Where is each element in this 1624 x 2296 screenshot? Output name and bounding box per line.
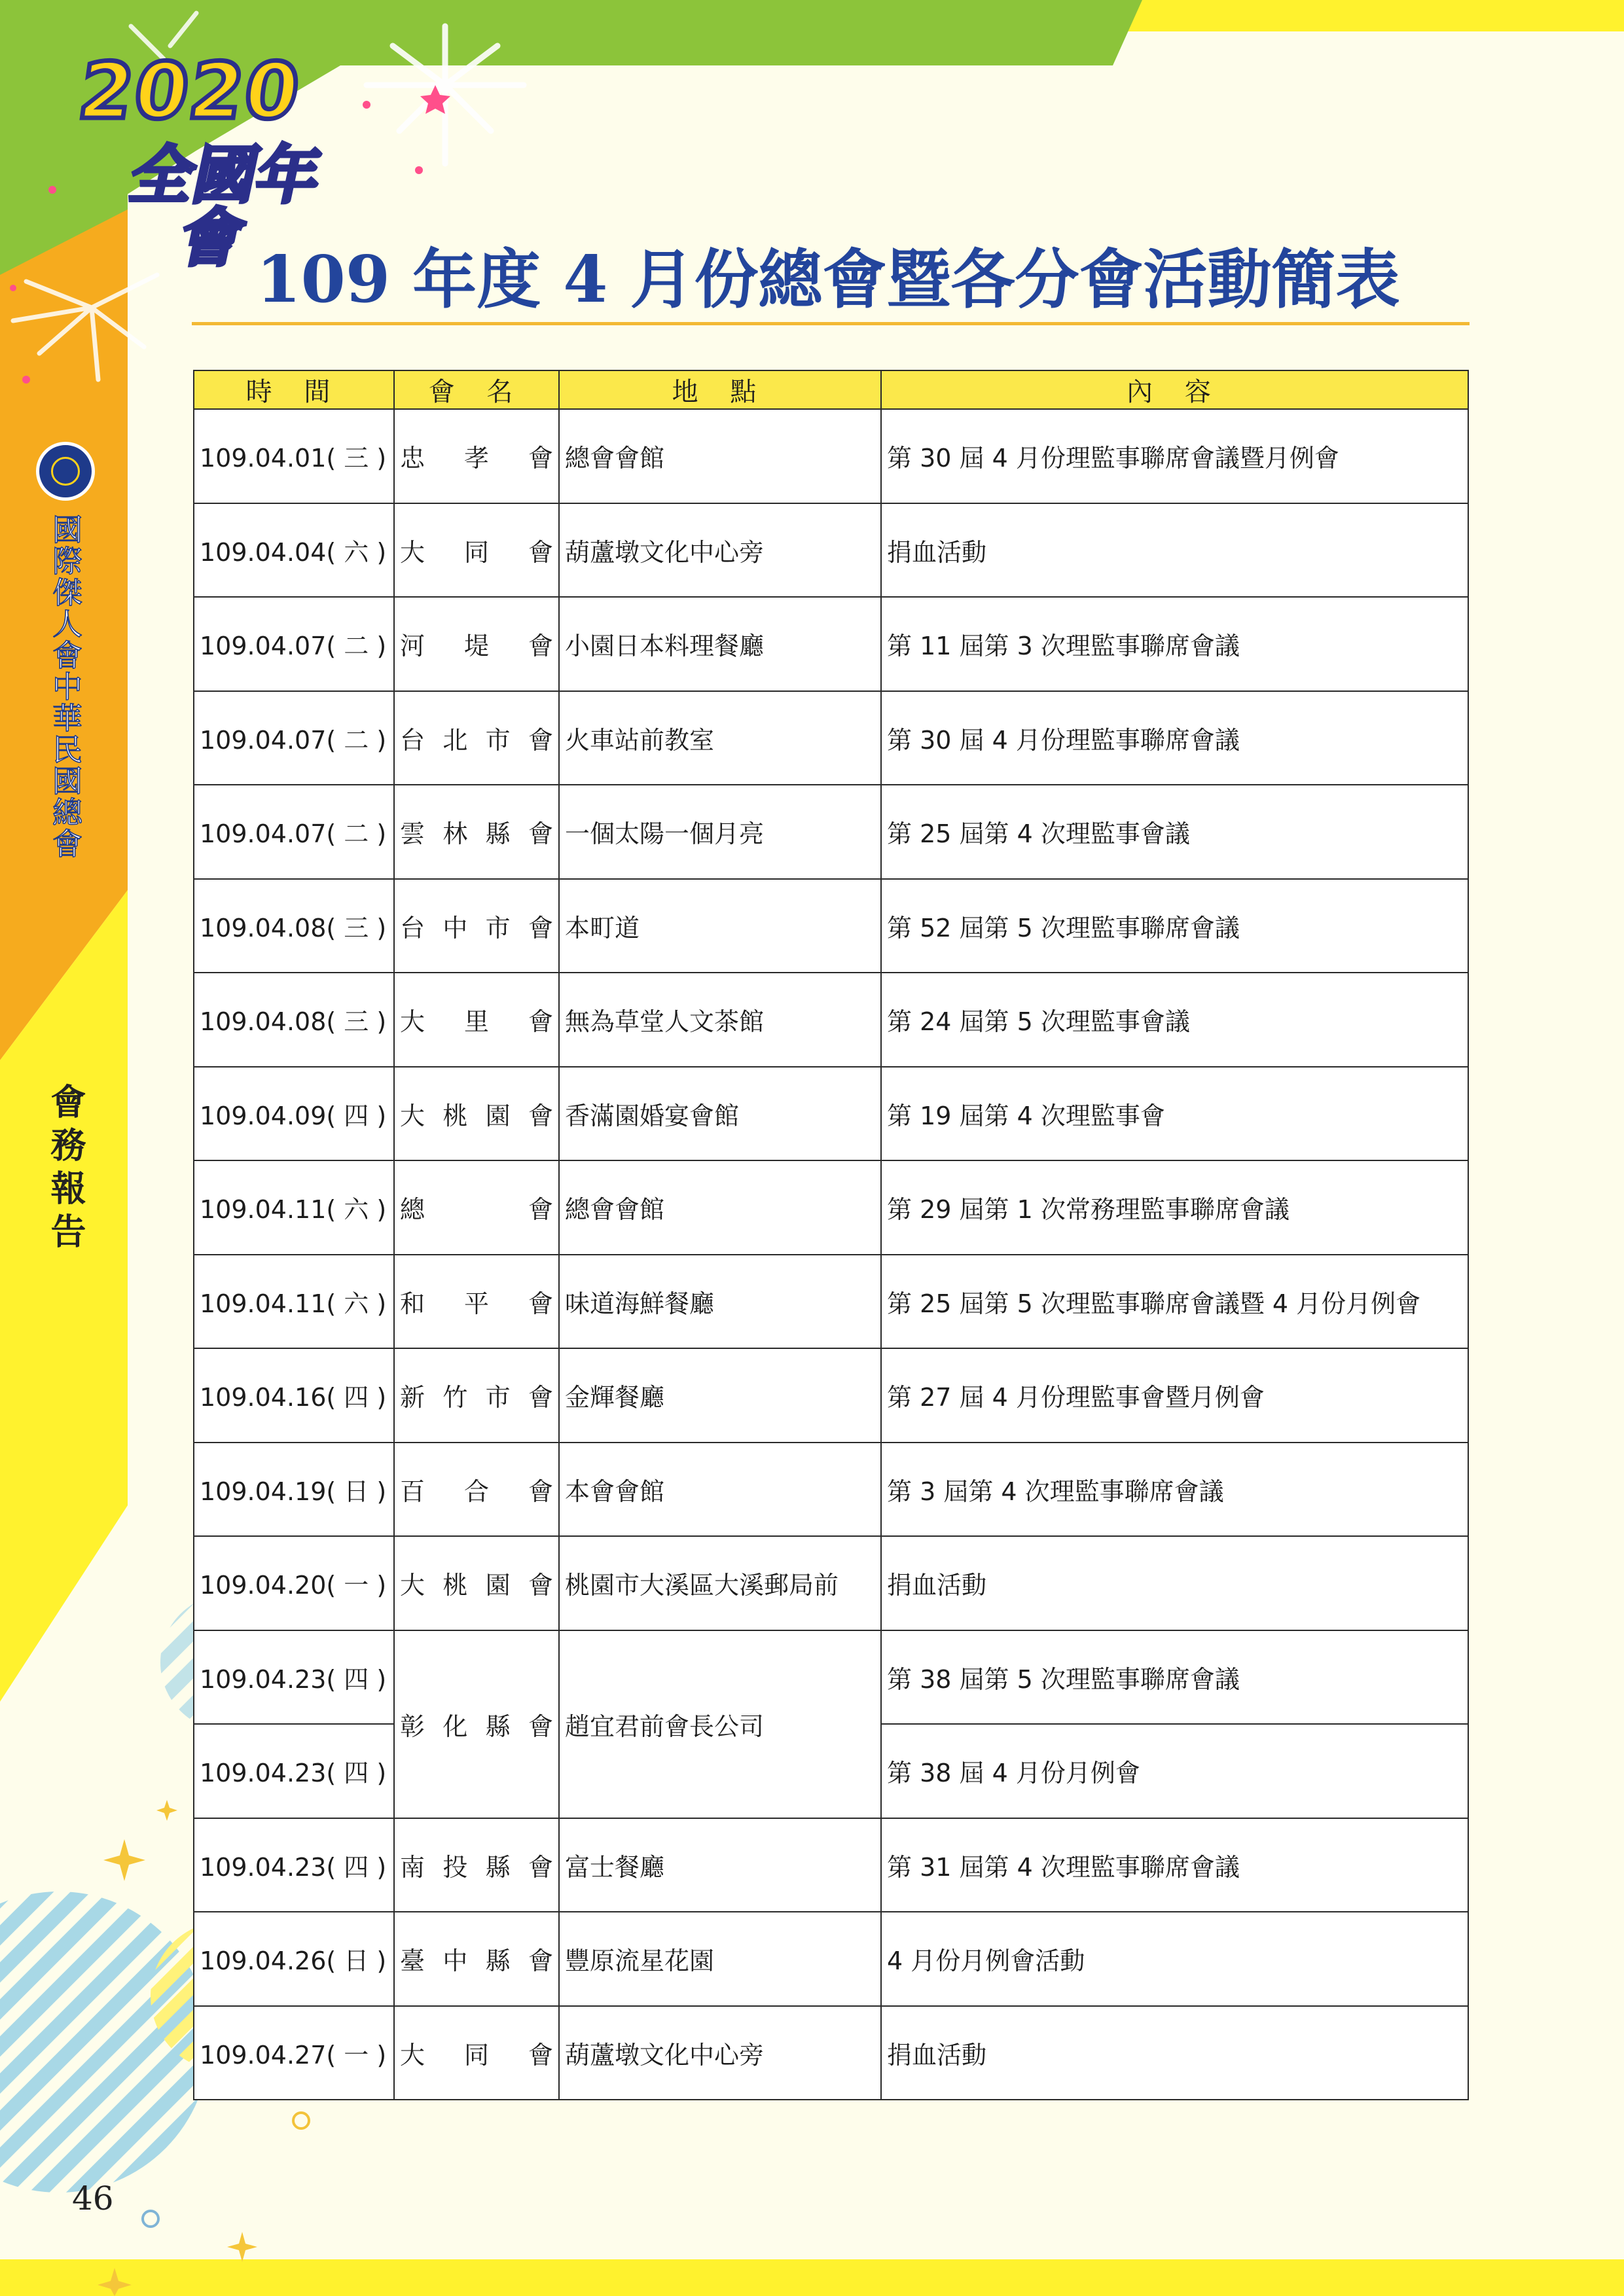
cell-content: 第 3 屆第 4 次理監事聯席會議	[881, 1443, 1468, 1537]
cell-content: 第 30 屆 4 月份理監事聯席會議	[881, 691, 1468, 785]
cell-place: 豐原流星花園	[559, 1912, 881, 2006]
table-row	[194, 409, 1468, 503]
cell-place: 桃園市大溪區大溪郵局前	[559, 1536, 881, 1630]
header-club: 會 名	[394, 370, 559, 409]
cell-club: 臺中縣會	[394, 1912, 559, 2006]
cell-content: 第 31 屆第 4 次理監事聯席會議	[881, 1818, 1468, 1912]
cell-place: 小園日本料理餐廳	[559, 597, 881, 691]
cell-club: 總會	[394, 1160, 559, 1255]
page-title: 109 年度 4 月份總會暨各分會活動簡表	[256, 242, 1400, 317]
table-row	[194, 691, 1468, 785]
cell-place: 葫蘆墩文化中心旁	[559, 2006, 881, 2100]
table-row	[194, 1067, 1468, 1161]
cell-content: 4 月份月例會活動	[881, 1912, 1468, 2006]
cell-club: 彰化縣會	[394, 1630, 559, 1818]
cell-club: 大同會	[394, 2006, 559, 2100]
cell-place: 趙宜君前會長公司	[559, 1630, 881, 1818]
cell-club: 南投縣會	[394, 1818, 559, 1912]
cell-content: 第 30 屆 4 月份理監事聯席會議暨月例會	[881, 409, 1468, 503]
cell-date: 109.04.16( 四 )	[194, 1348, 394, 1443]
cell-club: 百合會	[394, 1443, 559, 1537]
cell-content: 第 38 屆第 5 次理監事聯席會議	[881, 1630, 1468, 1725]
cell-place: 一個太陽一個月亮	[559, 785, 881, 879]
cell-content: 第 19 屆第 4 次理監事會	[881, 1067, 1468, 1161]
table-row	[194, 879, 1468, 973]
cell-date: 109.04.07( 二 )	[194, 785, 394, 879]
table-row	[194, 973, 1468, 1067]
cell-content: 第 38 屆 4 月份月例會	[881, 1724, 1468, 1818]
table-row	[194, 785, 1468, 879]
table-row	[194, 1443, 1468, 1537]
cell-club: 台北市會	[394, 691, 559, 785]
cell-date: 109.04.27( 一 )	[194, 2006, 394, 2100]
cell-date: 109.04.19( 日 )	[194, 1443, 394, 1537]
cell-date: 109.04.09( 四 )	[194, 1067, 394, 1161]
cell-place: 葫蘆墩文化中心旁	[559, 503, 881, 598]
table-row	[194, 1536, 1468, 1630]
cell-date: 109.04.08( 三 )	[194, 973, 394, 1067]
cell-club: 大桃園會	[394, 1067, 559, 1161]
cell-content: 第 11 屆第 3 次理監事聯席會議	[881, 597, 1468, 691]
title-divider	[192, 322, 1470, 325]
cell-content: 第 25 屆第 5 次理監事聯席會議暨 4 月份月例會	[881, 1255, 1468, 1349]
cell-content: 捐血活動	[881, 1536, 1468, 1630]
logo-event-name: 全國年會	[124, 139, 329, 275]
table-row	[194, 1348, 1468, 1443]
cell-place: 富士餐廳	[559, 1818, 881, 1912]
cell-place: 本會會館	[559, 1443, 881, 1537]
cell-date: 109.04.04( 六 )	[194, 503, 394, 598]
table-row	[194, 597, 1468, 691]
cell-club: 忠孝會	[394, 409, 559, 503]
page-number: 46	[72, 2179, 114, 2217]
cell-club: 和平會	[394, 1255, 559, 1349]
cell-content: 第 52 屆第 5 次理監事聯席會議	[881, 879, 1468, 973]
cell-place: 香滿園婚宴會館	[559, 1067, 881, 1161]
section-name: 會務報告	[45, 1083, 86, 1256]
cell-date: 109.04.26( 日 )	[194, 1912, 394, 2006]
cell-place: 金輝餐廳	[559, 1348, 881, 1443]
logo-year: 2020	[73, 46, 306, 136]
header-date: 時 間	[194, 370, 394, 409]
cell-date: 109.04.20( 一 )	[194, 1536, 394, 1630]
cell-content: 第 25 屆第 4 次理監事會議	[881, 785, 1468, 879]
cell-club: 大桃園會	[394, 1536, 559, 1630]
cell-content: 第 27 屆 4 月份理監事會暨月例會	[881, 1348, 1468, 1443]
cell-date: 109.04.07( 二 )	[194, 691, 394, 785]
activity-table	[193, 370, 1469, 2100]
cell-date: 109.04.11( 六 )	[194, 1160, 394, 1255]
cell-club: 雲林縣會	[394, 785, 559, 879]
table-row	[194, 503, 1468, 598]
cell-content: 捐血活動	[881, 503, 1468, 598]
table-header-row	[194, 370, 1468, 409]
cell-club: 新竹市會	[394, 1348, 559, 1443]
cell-club: 河堤會	[394, 597, 559, 691]
table-row	[194, 1255, 1468, 1349]
cell-date: 109.04.23( 四 )	[194, 1818, 394, 1912]
cell-date: 109.04.23( 四 )	[194, 1630, 394, 1725]
cell-club: 大同會	[394, 503, 559, 598]
org-emblem-icon	[36, 442, 95, 501]
cell-place: 總會會館	[559, 409, 881, 503]
cell-content: 第 29 屆第 1 次常務理監事聯席會議	[881, 1160, 1468, 1255]
cell-date: 109.04.07( 二 )	[194, 597, 394, 691]
cell-content: 第 24 屆第 5 次理監事會議	[881, 973, 1468, 1067]
table-row	[194, 2006, 1468, 2100]
cell-place: 火車站前教室	[559, 691, 881, 785]
table-row	[194, 1818, 1468, 1912]
cell-club: 台中市會	[394, 879, 559, 973]
table-row	[194, 1160, 1468, 1255]
table-row	[194, 1912, 1468, 2006]
table-row	[194, 1630, 1468, 1725]
cell-place: 無為草堂人文茶館	[559, 973, 881, 1067]
cell-club: 大里會	[394, 973, 559, 1067]
cell-place: 總會會館	[559, 1160, 881, 1255]
org-name: 國際傑人會中華民國總會	[48, 514, 83, 859]
cell-place: 味道海鮮餐廳	[559, 1255, 881, 1349]
cell-date: 109.04.08( 三 )	[194, 879, 394, 973]
cell-date: 109.04.01( 三 )	[194, 409, 394, 503]
firework-burst-icon	[367, 26, 524, 164]
cell-content: 捐血活動	[881, 2006, 1468, 2100]
cell-place: 本町道	[559, 879, 881, 973]
header-place: 地 點	[559, 370, 881, 409]
header-content: 內 容	[881, 370, 1468, 409]
cell-date: 109.04.23( 四 )	[194, 1724, 394, 1818]
cell-date: 109.04.11( 六 )	[194, 1255, 394, 1349]
